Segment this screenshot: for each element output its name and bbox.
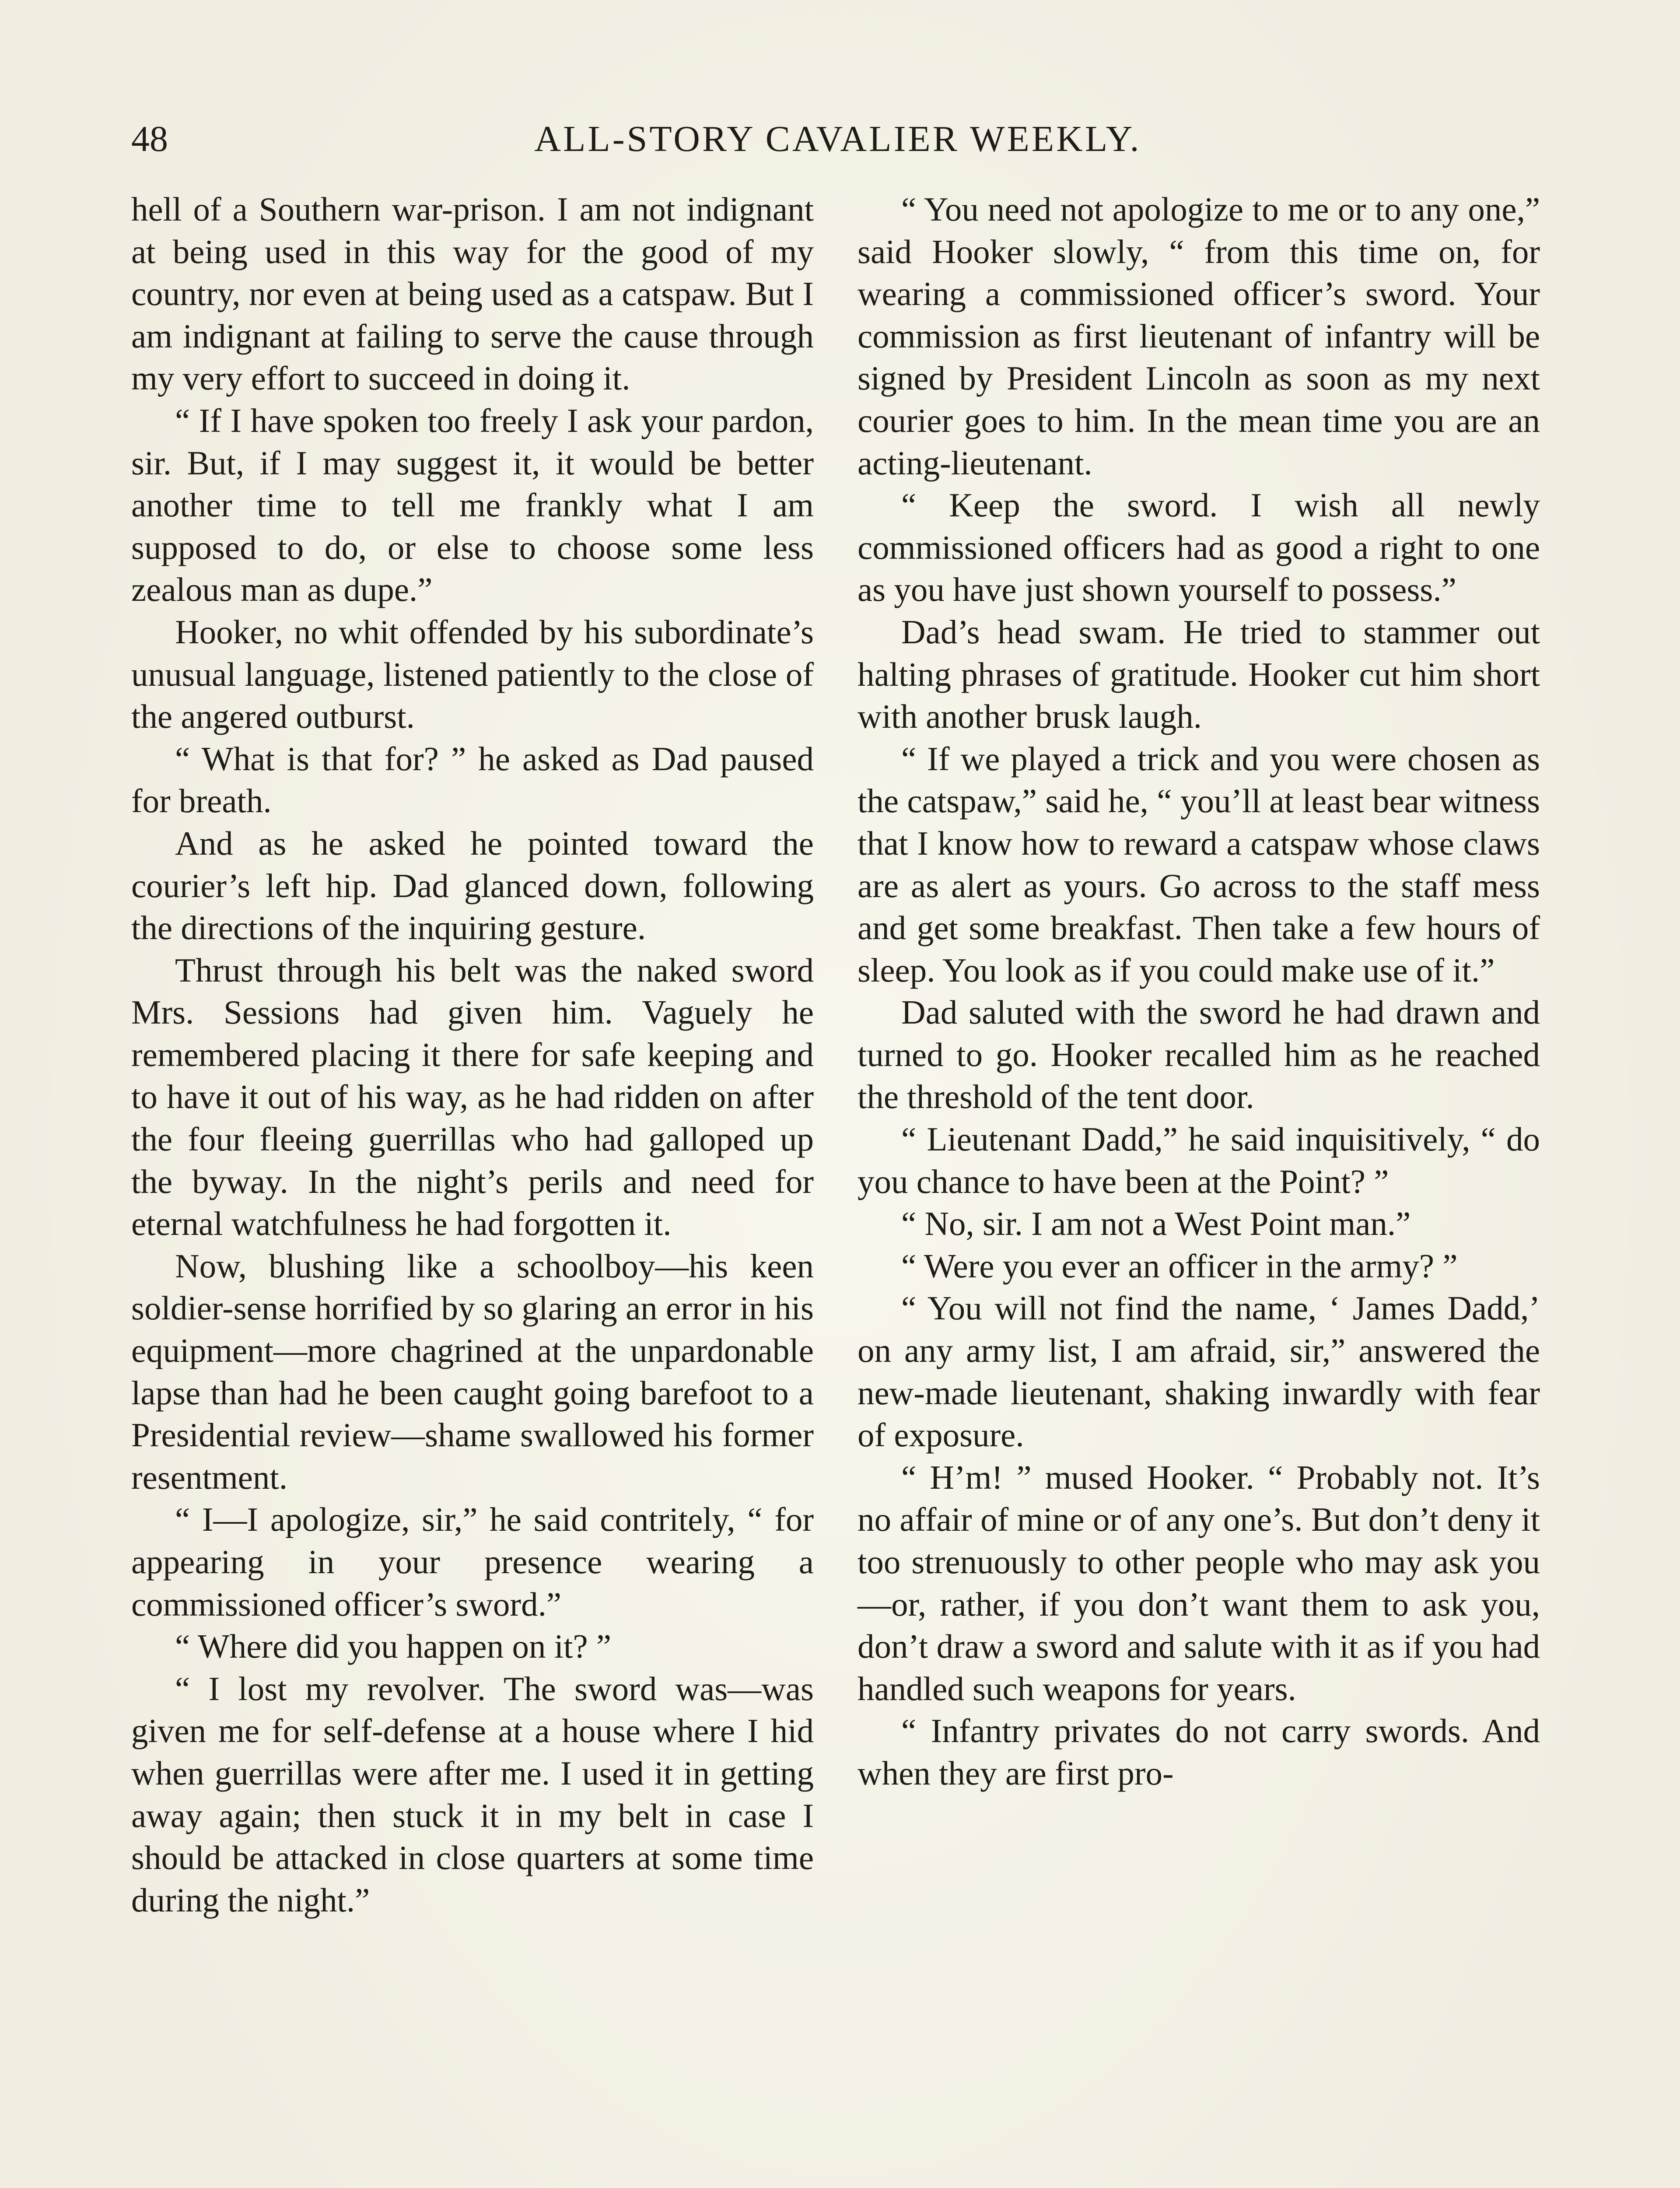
right-text-column [858, 188, 1540, 1795]
paragraph: Hooker, no whit offended by his subordinate’s unusual language, listened patiently to the close of the angered outburst. [131, 613, 814, 736]
paragraph: Dad saluted with the sword he had drawn and turned to go. Hooker recalled him as he reached the threshold of the tent door. [858, 993, 1540, 1116]
left-text-column [131, 188, 814, 1921]
paragraph: “ You need not apologize to me or to any one,” said Hooker slowly, “ from this time on, for wearing a commissioned officer’s sword. Your commission as first lieutenant of infantry will be signed by President Lincoln as soon as my next courier goes to him. In the mean time you are an acting-lieutenant. [858, 190, 1540, 482]
paragraph: “ You will not find the name, ‘ James Dadd,’ on any army list, I am afraid, sir,” answered the new-made lieutenant, shaking inwardly with fear of exposure. [858, 1289, 1540, 1454]
running-title: ALL-STORY CAVALIER WEEKLY. [534, 119, 1141, 159]
paragraph: “ If we played a trick and you were chosen as the catspaw,” said he, “ you’ll at least bear witness that I know how to reward a catspaw whose claws are as alert as yours. Go across to the staff mess and get some breakfast. Then take a few hours of sleep. You look as if you could make use of it.” [858, 740, 1540, 989]
paragraph: “ Were you ever an officer in the army? ” [901, 1247, 1458, 1285]
paragraph: “ H’m! ” mused Hooker. “ Probably not. It’s no affair of mine or of any one’s. But don’t deny it too strenuously to other people who may ask you—or, rather, if you don’t want them to ask you, don’t draw a sword and salute with it as if you had handled such weapons for years. [858, 1458, 1540, 1708]
paragraph: “ Infantry privates do not carry swords. And when they are first pro- [858, 1712, 1540, 1792]
page-header [131, 113, 1544, 165]
paragraph: Dad’s head swam. He tried to stammer out halting phrases of gratitude. Hooker cut him short with another brusk laugh. [858, 613, 1540, 736]
paragraph: “ Lieutenant Dadd,” he said inquisitively, “ do you chance to have been at the Point? ” [858, 1120, 1540, 1200]
paragraph: Now, blushing like a schoolboy—his keen soldier-sense horrified by so glaring an error in his equipment—more chagrined at the unpardonable lapse than had he been caught going barefoot to a Presidential review—shame swallowed his former resentment. [131, 1247, 814, 1496]
paragraph: hell of a Southern war-prison. I am not indignant at being used in this way for the good of my country, nor even at being used as a catspaw. But I am indignant at failing to serve the cause through my very effort to succeed in doing it. [131, 190, 814, 397]
paragraph: And as he asked he pointed toward the courier’s left hip. Dad glanced down, following the directions of the inquiring gesture. [131, 824, 814, 947]
paragraph: “ If I have spoken too freely I ask your pardon, sir. But, if I may suggest it, it would be better another time to tell me frankly what I am supposed to do, or else to choose some less zealous man as dupe.” [131, 401, 814, 609]
paragraph: “ I—I apologize, sir,” he said contritely, “ for appearing in your presence wearing a commissioned officer’s sword.” [131, 1501, 814, 1623]
paragraph: “ Where did you happen on it? ” [175, 1627, 612, 1666]
paragraph: Thrust through his belt was the naked sword Mrs. Sessions had given him. Vaguely he remembered placing it there for safe keeping and to have it out of his way, as he had ridden on after the four fleeing guerrillas who had galloped up the byway. In the night’s perils and need for eternal watchfulness he had forgotten it. [131, 951, 814, 1243]
paragraph: “ Keep the sword. I wish all newly commissioned officers had as good a right to one as you have just shown yourself to possess.” [858, 486, 1540, 609]
paragraph: “ What is that for? ” he asked as Dad paused for breath. [131, 740, 814, 820]
paragraph: “ I lost my revolver. The sword was—was given me for self-defense at a house where I hid when guerrillas were after me. I used it in getting away again; then stuck it in my belt in case I should be attacked in close quarters at some time during the night.” [131, 1669, 814, 1919]
page-number: 48 [131, 119, 168, 159]
paragraph: “ No, sir. I am not a West Point man.” [901, 1205, 1411, 1243]
